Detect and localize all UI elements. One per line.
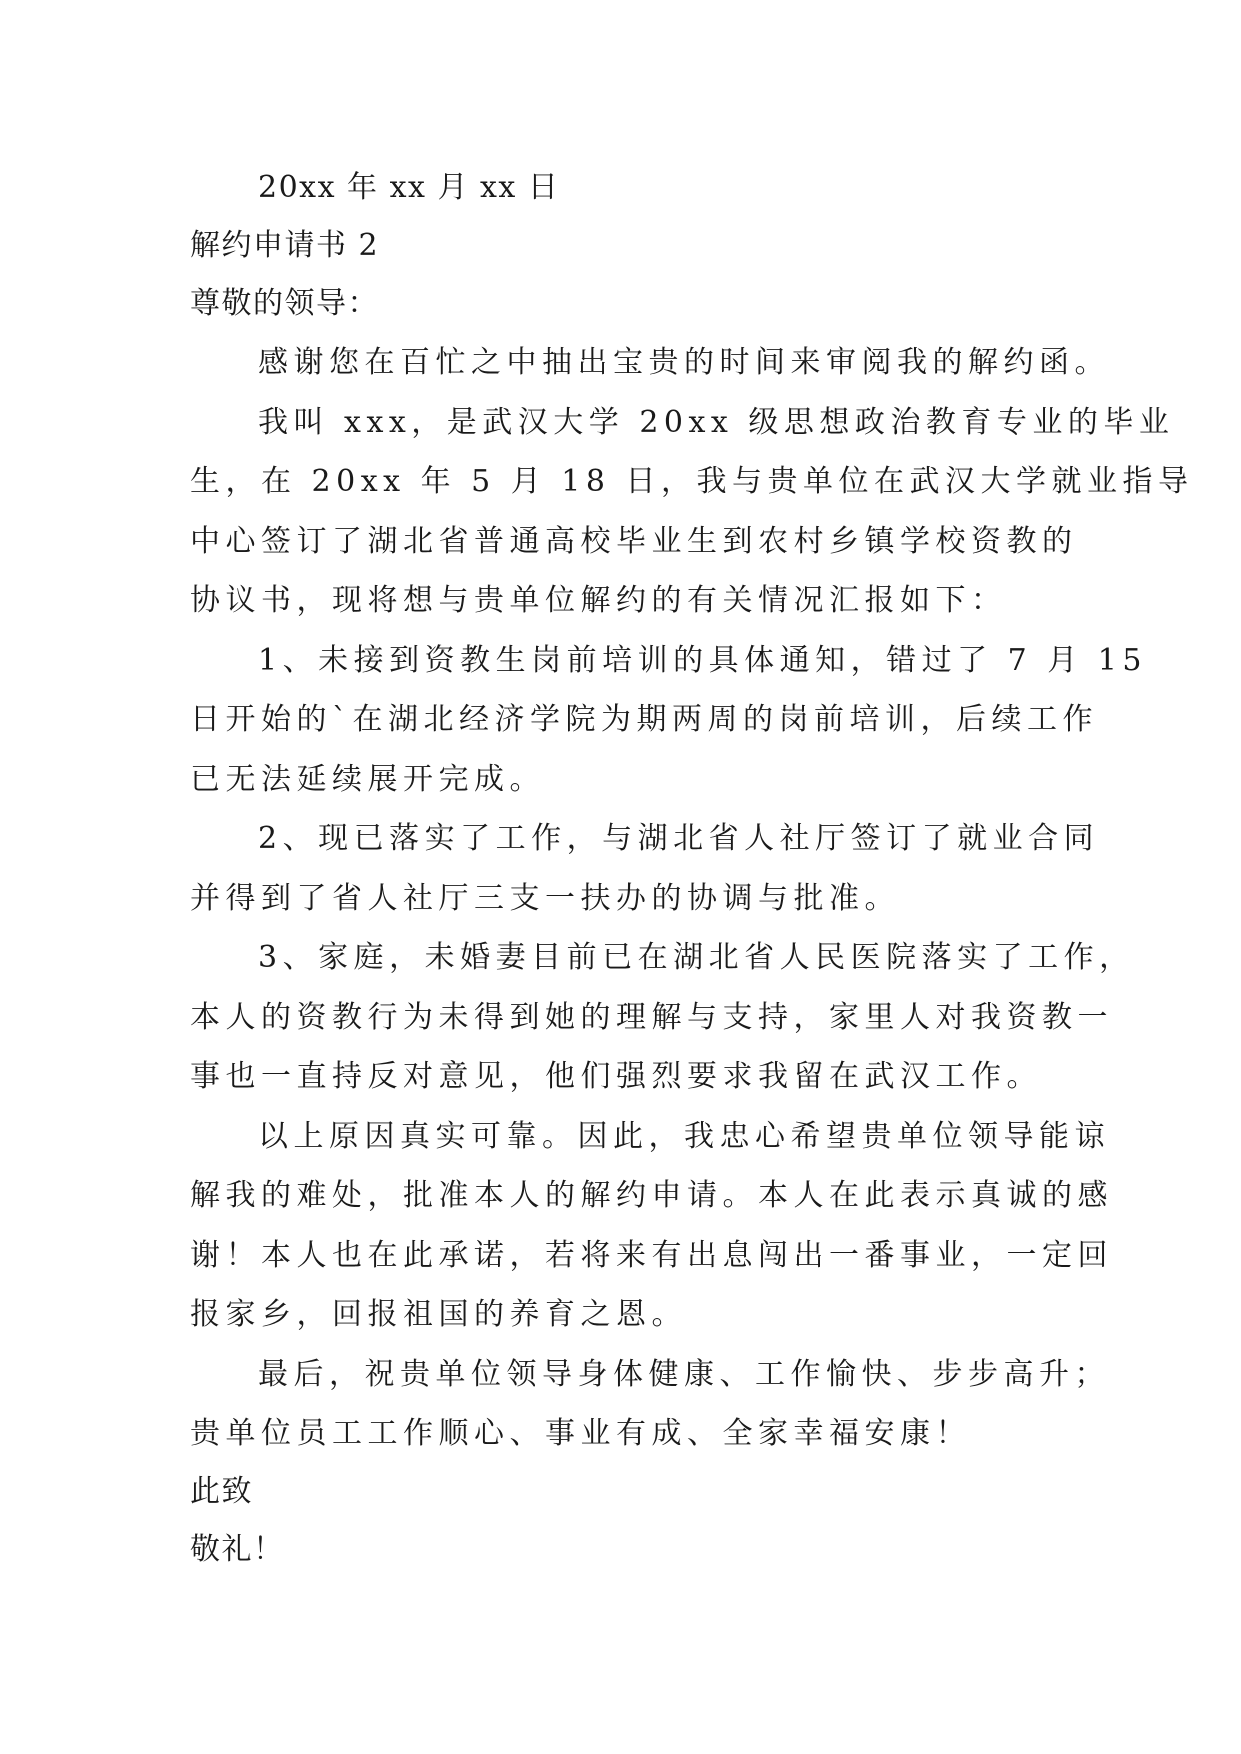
paragraph-line: 中心签订了湖北省普通高校毕业生到农村乡镇学校资教的 bbox=[190, 524, 1078, 559]
paragraph-line: 协议书，现将想与贵单位解约的有关情况汇报如下： bbox=[190, 583, 1007, 618]
paragraph-line: 报家乡，回报祖国的养育之恩。 bbox=[190, 1297, 687, 1332]
paragraph-line: 解我的难处，批准本人的解约申请。本人在此表示真诚的感 bbox=[190, 1178, 1113, 1213]
date-line: 20xx 年 xx 月 xx 日 bbox=[258, 170, 560, 205]
paragraph-line: 2、现已落实了工作，与湖北省人社厅签订了就业合同 bbox=[258, 821, 1100, 856]
closing-line: 此致 bbox=[190, 1474, 253, 1509]
paragraph-line: 谢！本人也在此承诺，若将来有出息闯出一番事业，一定回 bbox=[190, 1238, 1113, 1273]
paragraph-line: 事也一直持反对意见，他们强烈要求我留在武汉工作。 bbox=[190, 1059, 1042, 1094]
paragraph-line: 我叫 xxx，是武汉大学 20xx 级思想政治教育专业的毕业 bbox=[258, 405, 1175, 440]
paragraph-line: 感谢您在百忙之中抽出宝贵的时间来审阅我的解约函。 bbox=[258, 345, 1110, 380]
document-title: 解约申请书 2 bbox=[190, 228, 380, 263]
paragraph-line: 贵单位员工工作顺心、事业有成、全家幸福安康！ bbox=[190, 1416, 971, 1451]
paragraph-line: 最后，祝贵单位领导身体健康、工作愉快、步步高升； bbox=[258, 1357, 1110, 1392]
paragraph-line: 日开始的`在湖北经济学院为期两周的岗前培训，后续工作 bbox=[190, 702, 1098, 737]
paragraph-line: 本人的资教行为未得到她的理解与支持，家里人对我资教一 bbox=[190, 1000, 1113, 1035]
paragraph-line: 并得到了省人社厅三支一扶办的协调与批准。 bbox=[190, 881, 900, 916]
paragraph-line: 生，在 20xx 年 5 月 18 日，我与贵单位在武汉大学就业指导 bbox=[190, 464, 1194, 499]
paragraph-line: 以上原因真实可靠。因此，我忠心希望贵单位领导能谅 bbox=[258, 1119, 1110, 1154]
paragraph-line: 1、未接到资教生岗前培训的具体通知，错过了 7 月 15 bbox=[258, 643, 1147, 678]
paragraph-line: 3、家庭，未婚妻目前已在湖北省人民医院落实了工作， bbox=[258, 940, 1135, 975]
paragraph-line: 已无法延续展开完成。 bbox=[190, 762, 545, 797]
salutation: 尊敬的领导： bbox=[190, 286, 379, 321]
closing-line: 敬礼！ bbox=[190, 1532, 285, 1567]
